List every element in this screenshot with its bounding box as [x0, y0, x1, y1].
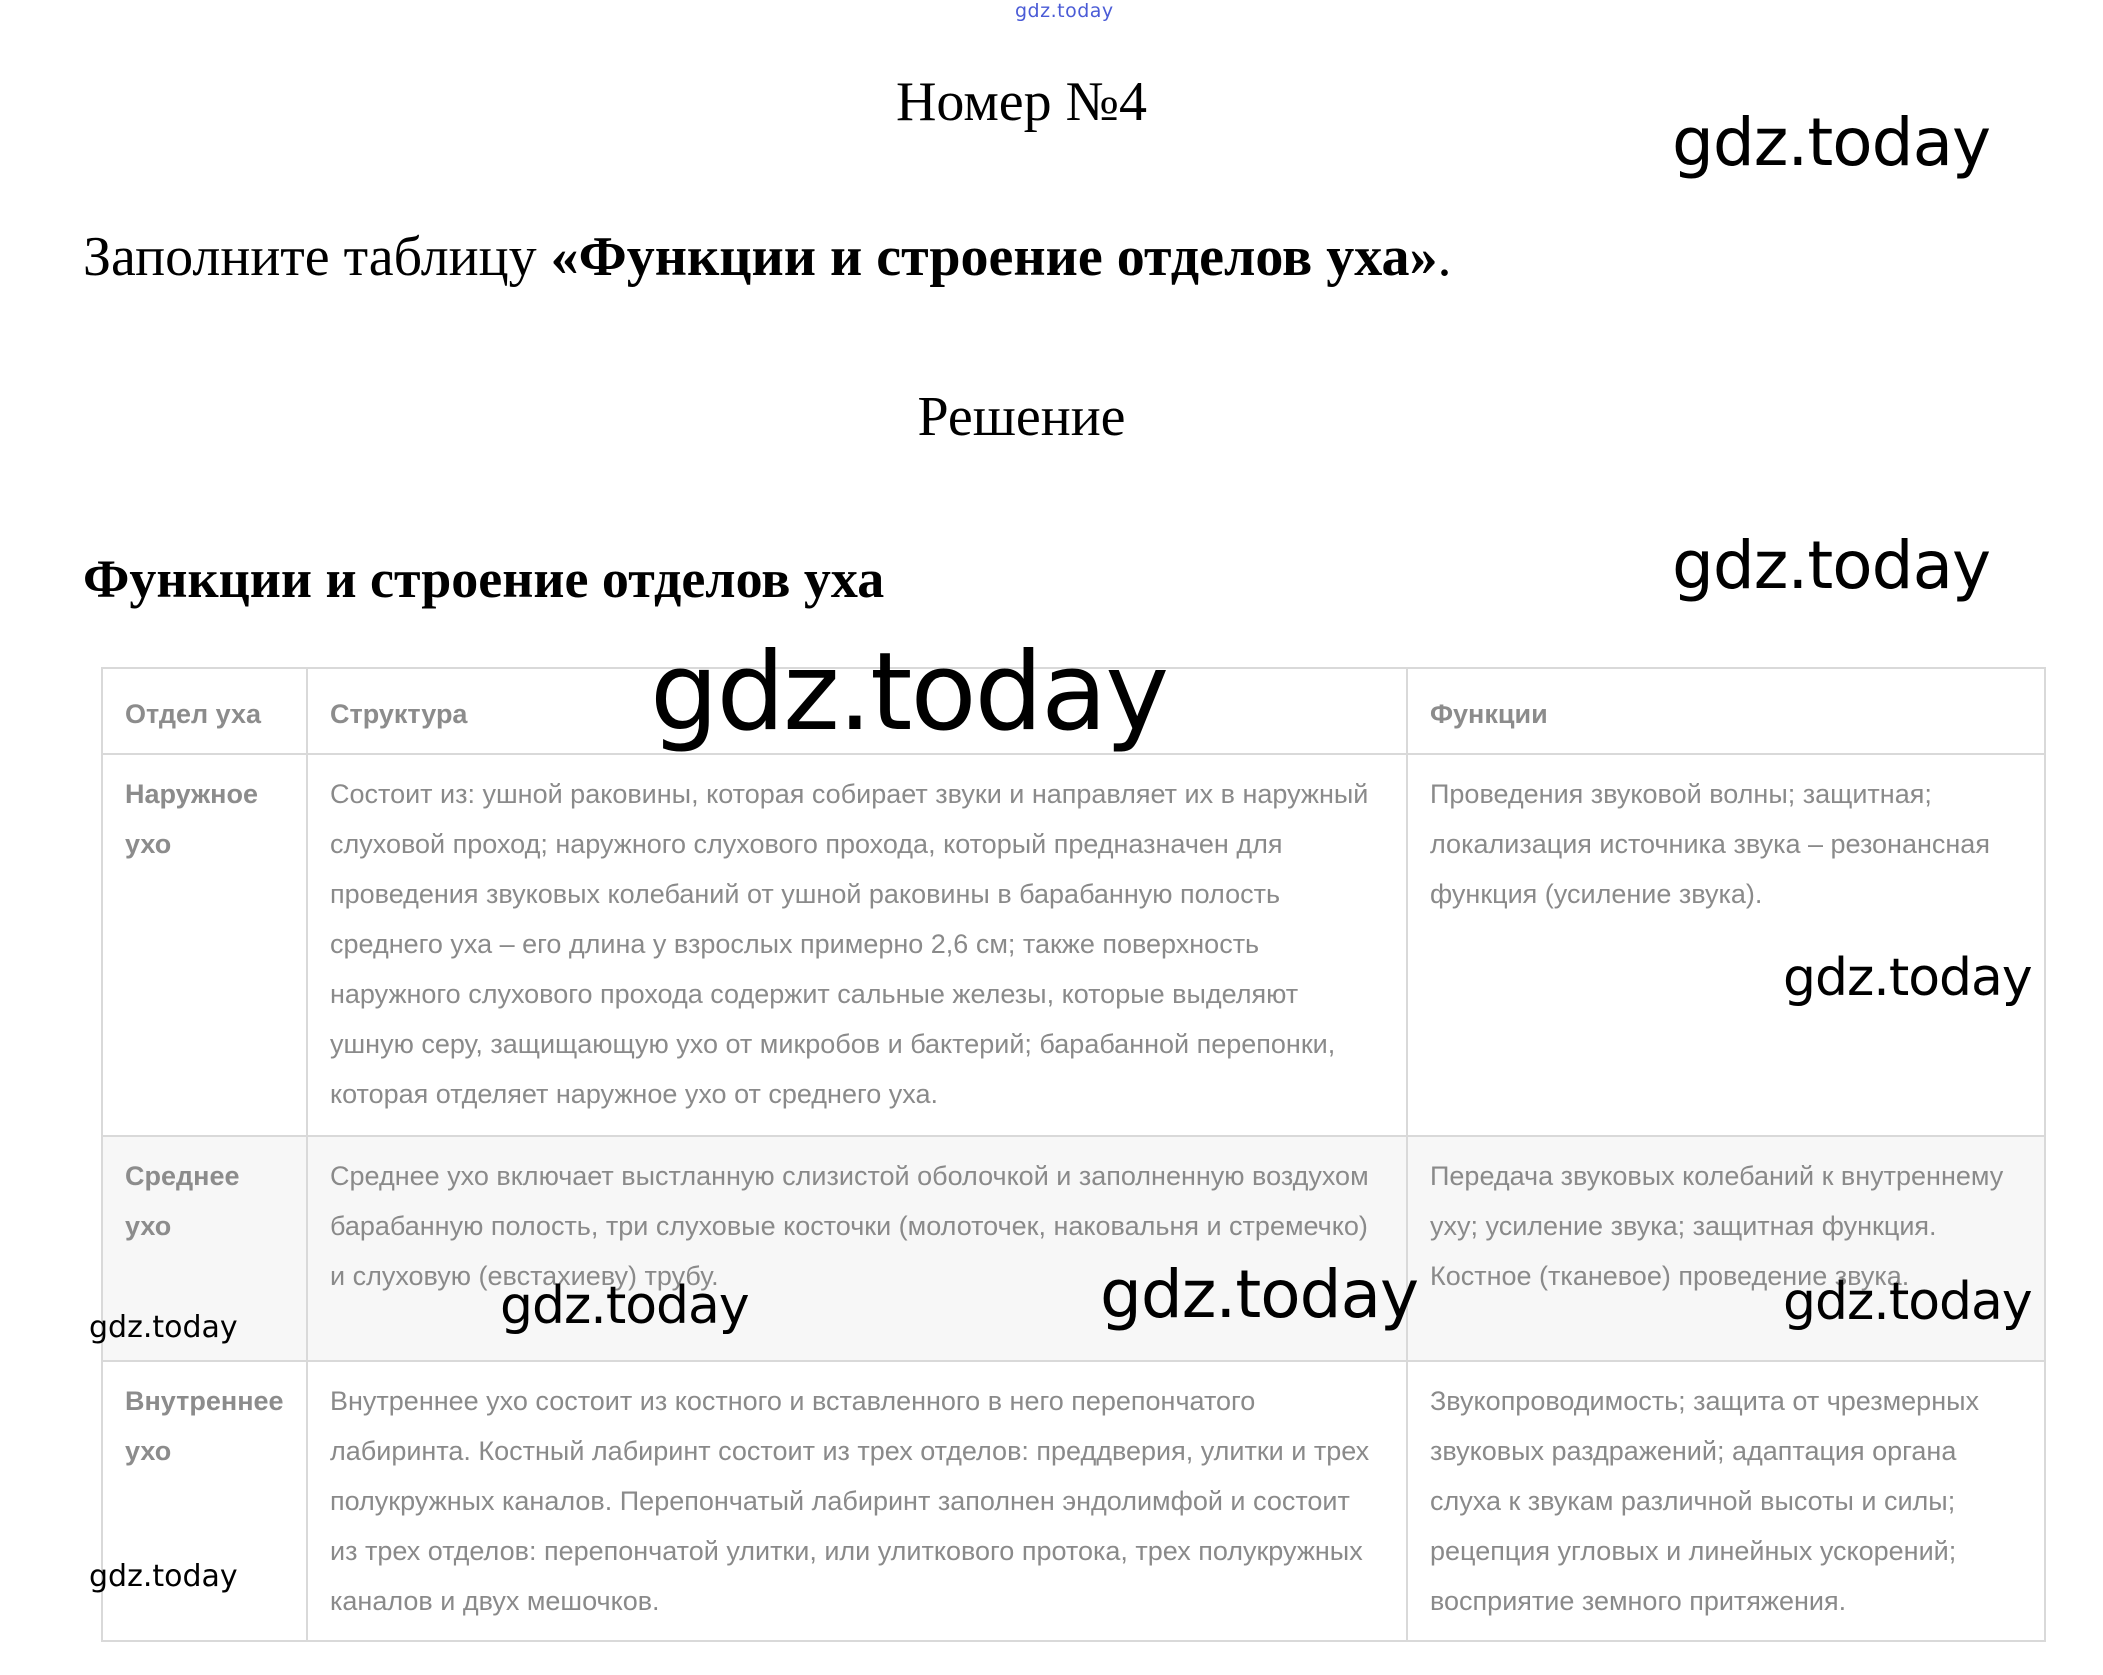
- department-cell: Среднее ухо: [102, 1136, 307, 1361]
- watermark: gdz.today: [89, 1310, 238, 1345]
- department-cell: Внутреннее ухо: [102, 1361, 307, 1641]
- functions-cell: Передача звуковых колебаний к внутреннему уху; усиление звука; защитная функция. Костное (тканевое) проведение звука.: [1407, 1136, 2045, 1361]
- functions-cell: Звукопроводимость; защита от чрезмерных звуковых раздражений; адаптация органа слуха к звукам различной высоты и силы; рецепция угловых и линейных ускорений; восприятие земного притяжения.: [1407, 1361, 2045, 1641]
- structure-cell: Внутреннее ухо состоит из костного и вставленного в него перепончатого лабиринта. Костный лабиринт состоит из трех отделов: преддверия, улитки и трех полукружных каналов. Перепончатый лабиринт заполнен эндолимфой и состоит из трех отделов: перепончатой улитки, или улиткового протока, трех полукружных каналов и двух мешочков.: [307, 1361, 1407, 1641]
- page-title: Номер №4: [895, 71, 1148, 133]
- top-watermark: gdz.today: [1015, 0, 1114, 22]
- task-text: [83, 225, 1451, 289]
- ear-table: [101, 667, 2046, 1642]
- watermark: gdz.today: [1783, 948, 2032, 1008]
- table-row: [102, 1361, 2045, 1641]
- watermark: gdz.today: [1672, 104, 1991, 181]
- watermark: gdz.today: [500, 1276, 749, 1336]
- functions-cell: Проведения звуковой волны; защитная; локализация источника звука – резонансная функция (усиление звука).: [1407, 754, 2045, 1136]
- task-bold: «Функции и строение отделов уха»: [550, 226, 1438, 288]
- header-department: Отдел уха: [102, 668, 307, 754]
- header-structure: Структура: [307, 668, 1407, 754]
- watermark: gdz.today: [650, 630, 1168, 755]
- table-row: [102, 1136, 2045, 1361]
- task-prefix: Заполните таблицу: [83, 226, 551, 288]
- watermark: gdz.today: [1672, 527, 1991, 604]
- watermark: gdz.today: [1100, 1256, 1419, 1333]
- task-suffix: .: [1437, 226, 1452, 288]
- table-heading: Функции и строение отделов уха: [83, 549, 885, 609]
- solution-label: Решение: [917, 386, 1126, 448]
- table-row: [102, 754, 2045, 1136]
- header-functions: Функции: [1407, 668, 2045, 754]
- watermark: gdz.today: [89, 1559, 238, 1594]
- structure-cell: Состоит из: ушной раковины, которая собирает звуки и направляет их в наружный слуховой проход; наружного слухового прохода, который предназначен для проведения звуковых колебаний от ушной раковины в барабанную полость среднего уха – его длина у взрослых примерно 2,6 см; также поверхность наружного слухового прохода содержит сальные железы, которые выделяют ушную серу, защищающую ухо от микробов и бактерий; барабанной перепонки, которая отделяет наружное ухо от среднего уха.: [307, 754, 1407, 1136]
- watermark: gdz.today: [1783, 1272, 2032, 1332]
- department-cell: Наружное ухо: [102, 754, 307, 1136]
- structure-cell: Среднее ухо включает выстланную слизистой оболочкой и заполненную воздухом барабанную полость, три слуховые косточки (молоточек, наковальня и стремечко) и слуховую (евстахиеву) трубу.: [307, 1136, 1407, 1361]
